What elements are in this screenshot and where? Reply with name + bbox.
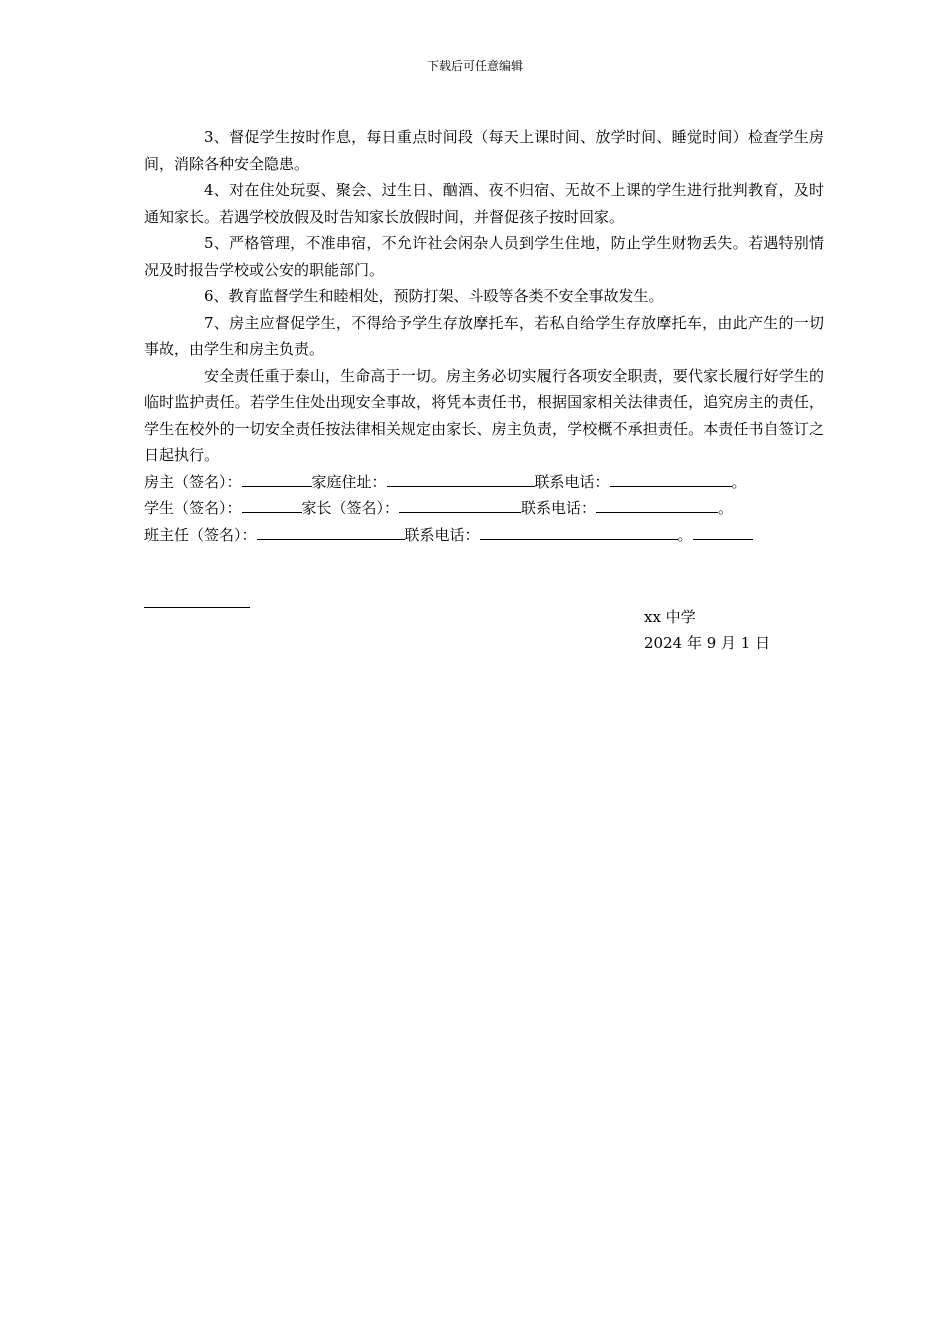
student-sign-label: 学生（签名）：	[144, 499, 242, 517]
school-name: xx 中学	[644, 608, 696, 626]
paragraph-item-6: 6、教育监督学生和睦相处，预防打架、斗殴等各类不安全事故发生。	[204, 287, 664, 305]
parent-sign-label: 家长（签名）：	[301, 499, 400, 517]
landlord-phone-label: 联系电话：	[534, 472, 610, 491]
paragraph-item-7: 7、房主应督促学生，不得给予学生存放摩托车，若私自给学生存放摩托车，由此产生的一切事故，由学生和房主负责。	[144, 313, 824, 358]
document-body	[144, 124, 824, 548]
paragraph-conclusion: 安全责任重于泰山，生命高于一切。房主务必切实履行各项安全职责，要代家长履行好学生的临时监护责任。若学生住处出现安全事故，将凭本责任书，根据国家相关法律责任，追究房主的责任，学生在校外的一切安全责任按法律相关规定由家长、房主负责，学校概不承担责任。本责任书自签订之日起执行。	[144, 366, 824, 464]
paragraph-item-5: 5、严格管理，不准串宿，不允许社会闲杂人员到学生住地，防止学生财物丢失。若遇特别情况及时报告学校或公安的职能部门。	[144, 234, 824, 279]
page-header: 下载后可任意编辑	[426, 59, 523, 73]
address-label: 家庭住址：	[311, 472, 387, 491]
issuer-block	[644, 604, 770, 656]
paragraph-item-4: 4、对在住处玩耍、聚会、过生日、酗酒、夜不归宿、无故不上课的学生进行批判教育，及时通知家长。若遇学校放假及时告知家长放假时间，并督促孩子按时回家。	[144, 181, 824, 226]
student-phone-label: 联系电话：	[521, 499, 597, 517]
student-phone-blank[interactable]	[596, 498, 718, 513]
landlord-sign-blank[interactable]	[242, 472, 312, 487]
issue-date: 2024 年 9 月 1 日	[644, 634, 771, 652]
landlord-sign-label: 房主（签名）：	[144, 472, 242, 491]
paragraph-item-3: 3、督促学生按时作息，每日重点时间段（每天上课时间、放学时间、睡觉时间）检查学生房间，消除各种安全隐患。	[144, 128, 824, 173]
signature-row-teacher	[144, 522, 824, 549]
signature-row-landlord	[144, 469, 824, 496]
teacher-phone-blank[interactable]	[480, 525, 678, 540]
continuation-blank-line	[144, 607, 250, 608]
address-blank[interactable]	[387, 472, 535, 487]
student-sign-blank[interactable]	[242, 498, 302, 513]
teacher-sign-blank[interactable]	[257, 525, 405, 540]
landlord-row-period: 。	[731, 472, 747, 491]
student-row-period: 。	[718, 499, 734, 517]
signature-row-student	[144, 495, 824, 522]
parent-sign-blank[interactable]	[399, 498, 521, 513]
teacher-phone-label: 联系电话：	[404, 525, 480, 544]
teacher-row-period: 。	[677, 525, 693, 544]
teacher-sign-label: 班主任（签名）：	[144, 525, 257, 544]
landlord-phone-blank[interactable]	[610, 472, 732, 487]
teacher-extra-blank[interactable]	[693, 525, 753, 540]
